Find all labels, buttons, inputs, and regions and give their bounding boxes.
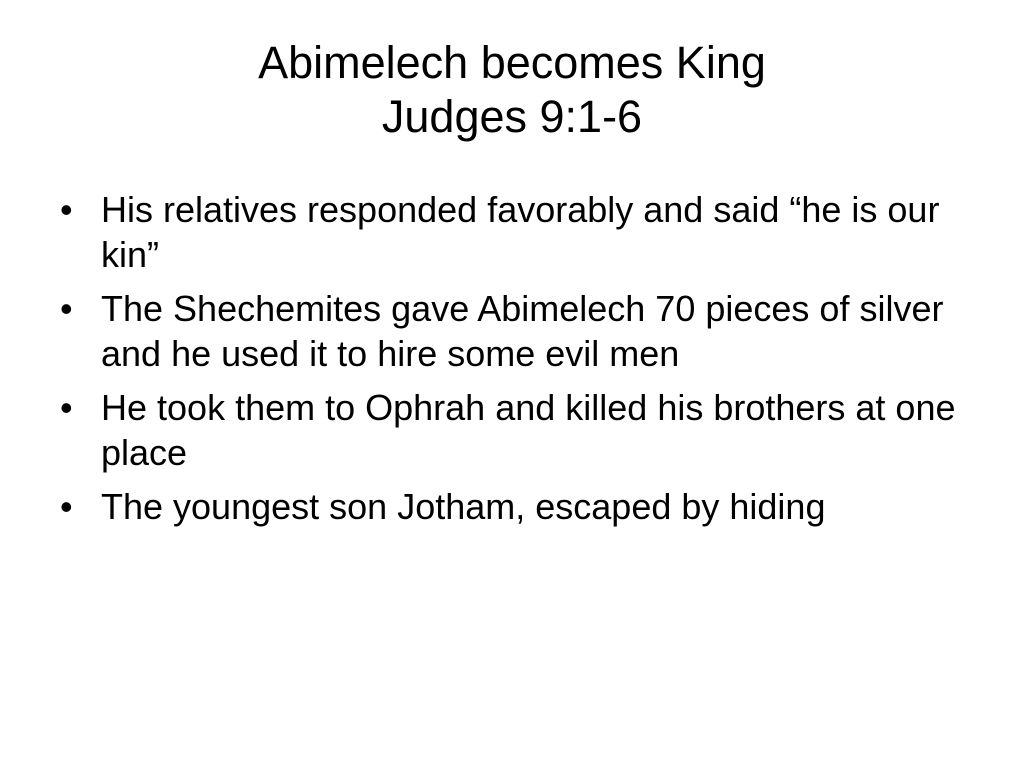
bullet-item-4	[60, 484, 990, 529]
bullet-marker-icon: •	[60, 387, 73, 428]
bullet-marker-icon: •	[60, 486, 73, 527]
bullet-item-1	[60, 187, 990, 277]
bullet-item-2	[60, 286, 990, 376]
bullet-text-2: The Shechemites gave Abimelech 70 pieces of silver and he used it to hire some evil men	[101, 288, 944, 374]
bullet-marker-icon: •	[60, 288, 73, 329]
bullet-text-1: His relatives responded favorably and said “he is our kin”	[101, 189, 940, 275]
bullet-marker-icon: •	[60, 189, 73, 230]
bullet-list	[60, 187, 990, 538]
slide-title-line-1: Abimelech becomes King	[258, 37, 766, 88]
bullet-text-3: He took them to Ophrah and killed his brothers at one place	[101, 387, 956, 473]
slide-title	[0, 36, 1024, 144]
bullet-text-4: The youngest son Jotham, escaped by hiding	[101, 486, 826, 527]
bullet-item-3	[60, 385, 990, 475]
slide-title-line-2: Judges 9:1-6	[381, 91, 643, 142]
